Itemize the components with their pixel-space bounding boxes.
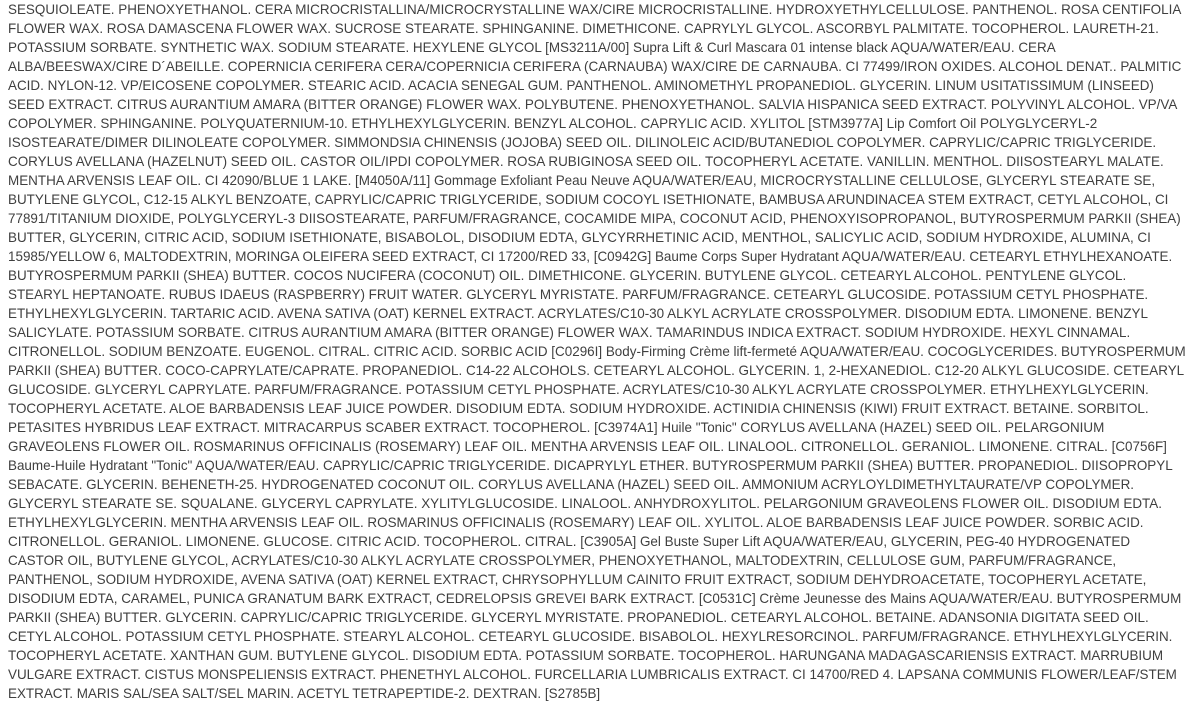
ingredients-text: SESQUIOLEATE. PHENOXYETHANOL. CERA MICROCRISTALLINA/MICROCRYSTALLINE WAX/CIRE MICROCRISTALLINE. HYDROXYETHYLCELLULOSE. PANTHENOL. ROSA CENTIFOLIA FLOWER WAX. ROSA DAMASCENA FLOWER WAX. SUCROSE STEARATE. SPHINGANINE. DIMETHICONE. CAPRYLYL GLYCOL. ASCORBYL PALMITATE. TOCOPHEROL. LAURETH-21. POTASSIUM SORBATE. SYNTHETIC WAX. SODIUM STEARATE. HEXYLENE GLYCOL [MS3211A/00] Supra Lift & Curl Mascara 01 intense black AQUA/WATER/EAU. CERA ALBA/BEESWAX/CIRE D´ABEILLE. COPERNICIA CERIFERA CERA/COPERNICIA CERIFERA (CARNAUBA) WAX/CIRE DE CARNAUBA. CI 77499/IRON OXIDES. ALCOHOL DENAT.. PALMITIC ACID. NYLON-12. VP/EICOSENE COPOLYMER. STEARIC ACID. ACACIA SENEGAL GUM. PANTHENOL. AMINOMETHYL PROPANEDIOL. GLYCERIN. LINUM USITATISSIMUM (LINSEED) SEED EXTRACT. CITRUS AURANTIUM AMARA (BITTER ORANGE) FLOWER WAX. POLYBUTENE. PHENOXYETHANOL. SALVIA HISPANICA SEED EXTRACT. POLYVINYL ALCOHOL. VP/VA COPOLYMER. SPHINGANINE. POLYQUATERNIUM-10. ETHYLHEXYLGLYCERIN. BENZYL ALCOHOL. CAPRYLIC ACID. XYLITOL [STM3977A] Lip Comfort Oil POLYGLYCERYL-2 ISOSTEARATE/DIMER DILINOLEATE COPOLYMER. SIMMONDSIA CHINENSIS (JOJOBA) SEED OIL. DILINOLEIC ACID/BUTANEDIOL COPOLYMER. CAPRYLIC/CAPRIC TRIGLYCERIDE. CORYLUS AVELLANA (HAZELNUT) SEED OIL. CASTOR OIL/IPDI COPOLYMER. ROSA RUBIGINOSA SEED OIL. TOCOPHERYL ACETATE. VANILLIN. MENTHOL. DIISOSTEARYL MALATE. MENTHA ARVENSIS LEAF OIL. CI 42090/BLUE 1 LAKE. [M4050A/11] Gommage Exfoliant Peau Neuve AQUA/WATER/EAU, MICROCRYSTALLINE CELLULOSE, GLYCERYL STEARATE SE, BUTYLENE GLYCOL, C12-15 ALKYL BENZOATE, CAPRYLIC/CAPRIC TRIGLYCERIDE, SODIUM COCOYL ISETHIONATE, BAMBUSA ARUNDINACEA STEM EXTRACT, CETYL ALCOHOL, CI 77891/TITANIUM DIOXIDE, POLYGLYCERYL-3 DIISOSTEARATE, PARFUM/FRAGRANCE, COCAMIDE MIPA, COCONUT ACID, PHENOXYISOPROPANOL, BUTYROSPERMUM PARKII (SHEA) BUTTER, GLYCERIN, CITRIC ACID, SODIUM ISETHIONATE, BISABOLOL, DISODIUM EDTA, GLYCYRRHETINIC ACID, MENTHOL, SALICYLIC ACID, SODIUM HYDROXIDE, ALUMINA, CI 15985/YELLOW 6, MALTODEXTRIN, MORINGA OLEIFERA SEED EXTRACT, CI 17200/RED 33, [C0942G] Baume Corps Super Hydratant AQUA/WATER/EAU. CETEARYL ETHYLHEXANOATE. BUTYROSPERMUM PARKII (SHEA) BUTTER. COCOS NUCIFERA (COCONUT) OIL. DIMETHICONE. GLYCERIN. BUTYLENE GLYCOL. CETEARYL ALCOHOL. PENTYLENE GLYCOL. STEARYL HEPTANOATE. RUBUS IDAEUS (RASPBERRY) FRUIT WATER. GLYCERYL MYRISTATE. PARFUM/FRAGRANCE. CETEARYL GLUCOSIDE. POTASSIUM CETYL PHOSPHATE. ETHYLHEXYLGLYCERIN. TARTARIC ACID. AVENA SATIVA (OAT) KERNEL EXTRACT. ACRYLATES/C10-30 ALKYL ACRYLATE CROSSPOLYMER. DISODIUM EDTA. LIMONENE. BENZYL SALICYLATE. POTASSIUM SORBATE. CITRUS AURANTIUM AMARA (BITTER ORANGE) FLOWER WAX. TAMARINDUS INDICA EXTRACT. SODIUM HYDROXIDE. HEXYL CINNAMAL. CITRONELLOL. SODIUM BENZOATE. EUGENOL. CITRAL. CITRIC ACID. SORBIC ACID [C0296I] Body-Firming Crème lift-fermeté AQUA/WATER/EAU. COCOGLYCERIDES. BUTYROSPERMUM PARKII (SHEA) BUTTER. COCO-CAPRYLATE/CAPRATE. PROPANEDIOL. C14-22 ALCOHOLS. CETEARYL ALCOHOL. GLYCERIN. 1, 2-HEXANEDIOL. C12-20 ALKYL GLUCOSIDE. CETEARYL GLUCOSIDE. GLYCERYL CAPRYLATE. PARFUM/FRAGRANCE. POTASSIUM CETYL PHOSPHATE. ACRYLATES/C10-30 ALKYL ACRYLATE CROSSPOLYMER. ETHYLHEXYLGLYCERIN. TOCOPHERYL ACETATE. ALOE BARBADENSIS LEAF JUICE POWDER. DISODIUM EDTA. SODIUM HYDROXIDE. ACTINIDIA CHINENSIS (KIWI) FRUIT EXTRACT. BETAINE. SORBITOL. PETASITES HYBRIDUS LEAF EXTRACT. MITRACARPUS SCABER EXTRACT. TOCOPHEROL. [C3974A1] Huile "Tonic" CORYLUS AVELLANA (HAZEL) SEED OIL. PELARGONIUM GRAVEOLENS FLOWER OIL. ROSMARINUS OFFICINALIS (ROSEMARY) LEAF OIL. MENTHA ARVENSIS LEAF OIL. LINALOOL. CITRONELLOL. GERANIOL. LIMONENE. CITRAL. [C0756F] Baume-Huile Hydratant "Tonic" AQUA/WATER/EAU. CAPRYLIC/CAPRIC TRIGLYCERIDE. DICAPRYLYL ETHER. BUTYROSPERMUM PARKII (SHEA) BUTTER. PROPANEDIOL. DIISOPROPYL SEBACATE. GLYCERIN. BEHENETH-25. HYDROGENATED COCONUT OIL. CORYLUS AVELLANA (HAZEL) SEED OIL. AMMONIUM ACRYLOYLDIMETHYLTAURATE/VP COPOLYMER. GLYCERYL STEARATE SE. SQUALANE. GLYCERYL CAPRYLATE. XYLITYLGLUCOSIDE. LINALOOL. ANHYDROXYLITOL. PELARGONIUM GRAVEOLENS FLOWER OIL. DISODIUM EDTA. ETHYLHEXYLGLYCERIN. MENTHA ARVENSIS LEAF OIL. ROSMARINUS OFFICINALIS (ROSEMARY) LEAF OIL. XYLITOL. ALOE BARBADENSIS LEAF JUICE POWDER. SORBIC ACID. CITRONELLOL. GERANIOL. LIMONENE. GLUCOSE. CITRIC ACID. TOCOPHEROL. CITRAL. [C3905A] Gel Buste Super Lift AQUA/WATER/EAU, GLYCERIN, PEG-40 HYDROGENATED CASTOR OIL, BUTYLENE GLYCOL, ACRYLATES/C10-30 ALKYL ACRYLATE CROSSPOLYMER, PHENOXYETHANOL, MALTODEXTRIN, CELLULOSE GUM, PARFUM/FRAGRANCE, PANTHENOL, SODIUM HYDROXIDE, AVENA SATIVA (OAT) KERNEL EXTRACT, CHRYSOPHYLLUM CAINITO FRUIT EXTRACT, SODIUM DEHYDROACETATE, TOCOPHERYL ACETATE, DISODIUM EDTA, CARAMEL, PUNICA GRANATUM BARK EXTRACT, CEDRELOPSIS GREVEI BARK EXTRACT. [C0531C] Crème Jeunesse des Mains AQUA/WATER/EAU. BUTYROSPERMUM PARKII (SHEA) BUTTER. GLYCERIN. CAPRYLIC/CAPRIC TRIGLYCERIDE. GLYCERYL MYRISTATE. PROPANEDIOL. CETEARYL ALCOHOL. BETAINE. ADANSONIA DIGITATA SEED OIL. CETYL ALCOHOL. POTASSIUM CETYL PHOSPHATE. STEARYL ALCOHOL. CETEARYL GLUCOSIDE. BISABOLOL. HEXYLRESORCINOL. PARFUM/FRAGRANCE. ETHYLHEXYLGLYCERIN. TOCOPHERYL ACETATE. XANTHAN GUM. BUTYLENE GLYCOL. DISODIUM EDTA. POTASSIUM SORBATE. TOCOPHEROL. HARUNGANA MADAGASCARIENSIS EXTRACT. MARRUBIUM VULGARE EXTRACT. CISTUS MONSPELIENSIS EXTRACT. PHENETHYL ALCOHOL. FURCELLARIA LUMBRICALIS EXTRACT. CI 14700/RED 4. LAPSANA COMMUNIS FLOWER/LEAF/STEM EXTRACT. MARIS SAL/SEA SALT/SEL MARIN. ACETYL TETRAPEPTIDE-2. DEXTRAN. [S2785B] (8, 2, 1186, 701)
